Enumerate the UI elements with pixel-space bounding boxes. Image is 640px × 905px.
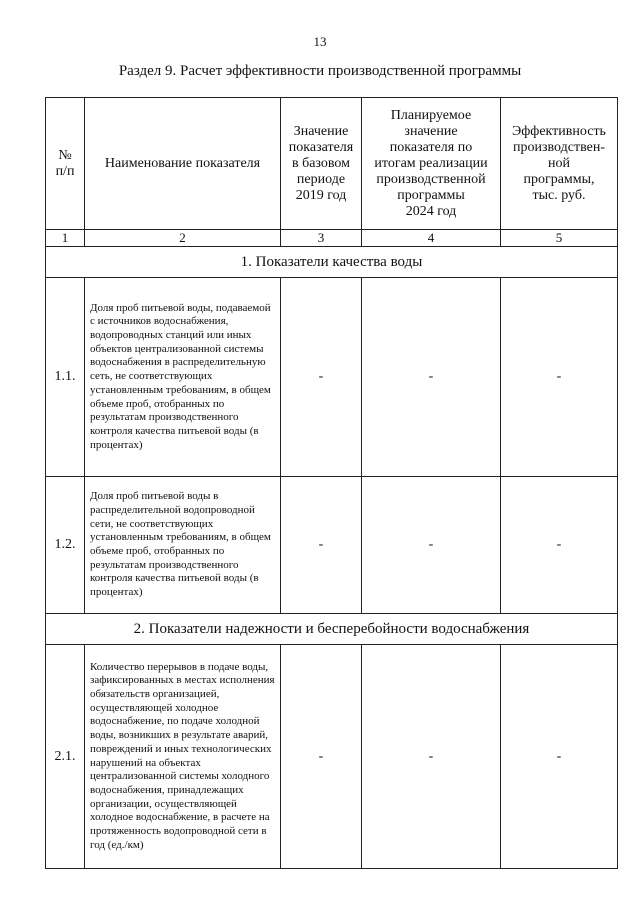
header-efficiency: Эффективность производствен- ной программы, тыс. руб. [501,98,618,230]
row-number: 1.2. [46,477,85,614]
indicator-name: Доля проб питьевой воды в распределительной водопроводной сети, не соответствующих установленным требованиям, в общем объеме проб, отобранных по результатам производственного контроля качества питьевой воды (в процентах) [85,477,281,614]
planned-value: - [362,645,501,869]
planned-value: - [362,477,501,614]
column-number: 1 [46,230,85,247]
table-row [46,645,618,869]
row-number: 2.1. [46,645,85,869]
header-planned-value: Планируемое значение показателя по итогам реализации производственной программы 2024 год [362,98,501,230]
base-value: - [281,278,362,477]
table-row [46,477,618,614]
header-base-value: Значение показателя в базовом периоде 2019 год [281,98,362,230]
column-number: 2 [85,230,281,247]
section-title: Раздел 9. Расчет эффективности производственной программы [118,63,522,79]
page-number: 13 [313,34,327,49]
indicator-name: Доля проб питьевой воды, подаваемой с источников водоснабжения, водопроводных станций или иных объектов централизованной системы водоснабжения в распределительную сеть, не соответствующих установленным требованиям, в общем объеме проб, отобранных по результатам производственного контроля качества питьевой воды (в процентах) [85,278,281,477]
indicator-name: Количество перерывов в подаче воды, зафиксированных в местах исполнения обязательств организацией, осуществляющей холодное водоснабжение, по подаче холодной воды, возникших в результате аварий, повреждений и иных технологических нарушений на объектах централизованной системы холодного водоснабжения, принадлежащих организации, осуществляющей холодное водоснабжение, в расчете на протяженность водопроводной сети в год (ед./км) [85,645,281,869]
group-title-reliability: 2. Показатели надежности и бесперебойности водоснабжения [46,614,618,645]
table-row [46,278,618,477]
efficiency-value: - [501,278,618,477]
base-value: - [281,645,362,869]
row-number: 1.1. [46,278,85,477]
indicators-table [45,97,618,869]
group-title-water-quality: 1. Показатели качества воды [46,247,618,278]
header-indicator-name: Наименование показателя [85,98,281,230]
table-header-row [46,98,618,230]
base-value: - [281,477,362,614]
column-number-row [46,230,618,247]
column-number: 4 [362,230,501,247]
group-title-row [46,247,618,278]
efficiency-value: - [501,477,618,614]
planned-value: - [362,278,501,477]
column-number: 3 [281,230,362,247]
group-title-row [46,614,618,645]
header-row-number: № п/п [46,98,85,230]
efficiency-value: - [501,645,618,869]
column-number: 5 [501,230,618,247]
